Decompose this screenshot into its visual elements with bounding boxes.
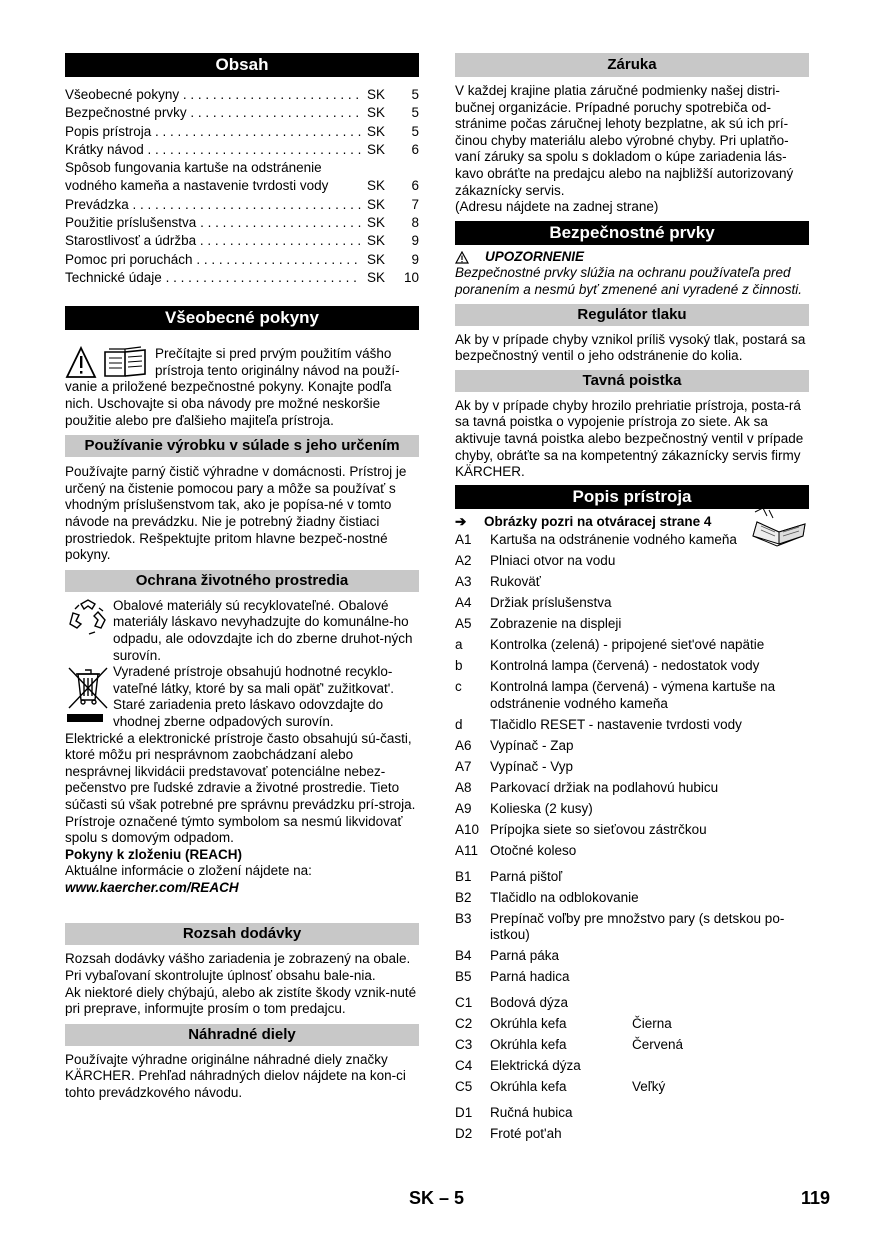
toc-entry[interactable]: Všeobecné pokyny . . . SK 5 <box>65 86 419 104</box>
reach-link[interactable]: www.kaercher.com/REACH <box>65 879 239 895</box>
toc-entry[interactable]: Bezpečnostné prvky . . . SK 5 <box>65 104 419 122</box>
pressure-heading: Regulátor tlaku <box>455 304 809 326</box>
list-item: c Kontrolná lampa (červená) - výmena kartuše na odstránenie vodného kameňa <box>455 679 776 711</box>
toc-entry[interactable]: Popis prístroja . . . SK 5 <box>65 123 419 141</box>
list-item: C3 Okrúhla kefa Červená <box>455 1037 684 1053</box>
spare-parts-text: Používajte výhradne originálne náhradné diely značky KÄRCHER. Prehľad náhradných dielov nájdete na kon-ci tohto prevádzkového návodu. <box>65 1051 406 1101</box>
general-block <box>65 346 419 429</box>
list-item: C2 Okrúhla kefa Čierna <box>455 1016 672 1032</box>
list-item: C5 Okrúhla kefa Veľký <box>455 1079 666 1095</box>
general-text-line2: prístroja tento originálny návod na použí- <box>155 362 400 378</box>
toc-entry[interactable]: Prevádzka . . . SK 7 <box>65 196 419 214</box>
left-column <box>65 53 419 1102</box>
toc-entry[interactable]: Technické údaje . . . SK 10 <box>65 269 419 287</box>
old-devices-block <box>65 664 419 730</box>
list-item: A3 Rukoväť <box>455 574 541 590</box>
list-item: C4 Elektrická dýza <box>455 1058 581 1074</box>
caution-label: UPOZORNENIE <box>485 248 585 264</box>
list-item: A9 Kolieska (2 kusy) <box>455 800 593 816</box>
list-item: B4 Parná páka <box>455 948 560 964</box>
toc-entry[interactable]: Použitie príslušenstva . . . SK 8 <box>65 214 419 232</box>
warning-manual-icon <box>65 346 149 379</box>
toc-entry[interactable]: Pomoc pri poruchách . . . SK 9 <box>65 251 419 269</box>
fuse-text: Ak by v prípade chyby hrozilo prehriatie prístroja, posta-rá sa tavná poistka o vypojenie prístroja zo siete. Ak sa aktivuje tavná poistka alebo bezpečnostný ventil v prípade chyby, obráťte sa na kompetentný zákaznícky servis firmy KÄRCHER. <box>455 397 804 480</box>
old-devices-text: Vyradené prístroje obsahujú hodnotné recyklo-vateľné látky, ktoré by sa mali opäť' zužitkovat'. Staré zariadenia preto láskavo odovzdajte do vhodnej zberne odpadových surovín. <box>113 664 395 729</box>
list-item: D2 Froté pot'ah <box>455 1126 562 1142</box>
safety-heading: Bezpečnostné prvky <box>455 221 809 245</box>
recycling-icon <box>65 598 111 638</box>
list-item: C1 Bodová dýza <box>455 995 569 1011</box>
parts-list <box>455 532 809 1143</box>
delivery-text-2: Ak niektoré diely chýbajú, alebo ak zistíte škody vznik-nuté pri preprave, informujte prosím o tom predajcu. <box>65 984 417 1017</box>
warranty-address-note: (Adresu nájdete na zadnej strane) <box>455 199 659 215</box>
intended-use-heading: Používanie výrobku v súlade s jeho určením <box>65 435 419 457</box>
list-item: A2 Plniaci otvor na vodu <box>455 553 616 569</box>
toc-list <box>65 86 419 287</box>
intended-use-text: Používajte parný čistič výhradne v domácnosti. Prístroj je určený na čistenie pomocou pary a môže sa používať s vhodným príslušenstvom tak, ako je popísa-né v tomto návode na prevádzku. Nie je potrebný žiadny čistiaci prostriedok. Rešpektujte pritom hlavne bezpeč-nostné pokyny. <box>65 464 407 563</box>
delivery-heading: Rozsah dodávky <box>65 923 419 945</box>
right-column <box>455 53 809 1147</box>
page-number: 119 <box>801 1188 831 1208</box>
list-item: B2 Tlačidlo na odblokovanie <box>455 889 639 905</box>
list-item: B3 Prepínač voľby pre množstvo pary (s detskou po-istkou) <box>455 910 785 943</box>
warranty-heading: Záruka <box>455 53 809 77</box>
packaging-text: Obalové materiály sú recyklovateľné. Obalové materiály láskavo nevyhadzujte do komunálne-ho odpadu, ale odovzdajte ich do zberne druhot-ných surovín. <box>113 597 413 663</box>
toc-entry[interactable]: vodného kameňa a nastavenie tvrdosti vody SK 6 <box>65 178 419 194</box>
general-text: vanie a priložené bezpečnostné pokyny. Konajte podľa nich. Uschovajte si oba návody pre možné neskoršie použitie alebo pre ďalšieho majiteľa prístroja. <box>65 379 392 428</box>
open-book-icon <box>749 506 809 550</box>
list-item: b Kontrolná lampa (červená) - nedostatok vody <box>455 658 760 674</box>
list-item: B5 Parná hadica <box>455 969 570 985</box>
list-item: A10 Prípojka siete so sieťovou zástrčkou <box>455 821 707 837</box>
list-item: A11 Otočné koleso <box>455 842 577 858</box>
list-item: A6 Vypínač - Zap <box>455 737 574 753</box>
arrow-right-icon: ➔ <box>455 513 467 529</box>
electronic-text: Elektrické a elektronické prístroje často obsahujú sú-časti, ktoré môžu pri nesprávnom zaobchádzaní alebo nesprávnej likvidácii predstavovať potenciálne nebez-pečenstvo pre ľudské zdravie a životné prostredie. Tieto súčasti sú však potrebné pre správnu prevádzku prí-stroja. Prístroje označené týmto symbolom sa nesmú likvidovať spolu s domovým odpadom. <box>65 730 416 846</box>
warranty-text: V každej krajine platia záručné podmienky našej distri-bučnej organizácie. Prípadné poruchy spotrebiča od-stránime počas záručnej lehoty bezplatne, ak sú ich prí-činou chyby materiálu alebo výrobné chyby. Pri uplatňo-vaní záruky sa spolu s dokladom o kúpe zariadenia lás-kavo obráťte na predajcu alebo na najbližší autorizovaný zákaznícky servis. <box>455 83 794 198</box>
list-item: B1 Parná pištoľ <box>455 868 563 884</box>
figures-note: Obrázky pozri na otváracej strane 4 <box>484 513 712 529</box>
caution-text: Bezpečnostné prvky slúžia na ochranu používateľa pred poranením a nesmú byť zmenené ani vyradené z činnosti. <box>455 265 802 297</box>
list-item: A4 Držiak príslušenstva <box>455 595 612 611</box>
caution-icon <box>455 251 469 264</box>
fuse-heading: Tavná poistka <box>455 370 809 392</box>
figures-note-row <box>455 514 809 531</box>
list-item: A1 Kartuša na odstránenie vodného kameňa <box>455 532 737 548</box>
pressure-text: Ak by v prípade chyby vznikol príliš vysoký tlak, postará sa bezpečnostný ventil o jeho odstránenie do kolia. <box>455 331 806 364</box>
description-heading: Popis prístroja <box>455 485 809 509</box>
footer-section: SK – 5 <box>409 1188 465 1208</box>
environment-heading: Ochrana životného prostredia <box>65 570 419 592</box>
spare-parts-heading: Náhradné diely <box>65 1024 419 1046</box>
list-item: D1 Ručná hubica <box>455 1105 573 1121</box>
list-item: d Tlačidlo RESET - nastavenie tvrdosti vody <box>455 716 742 732</box>
toc-entry[interactable]: Krátky návod . . . SK 6 <box>65 141 419 159</box>
reach-text: Aktuálne informácie o zložení nájdete na: <box>65 863 312 879</box>
general-text-line1: Prečítajte si pred prvým použitím vášho <box>155 346 392 362</box>
delivery-text-1: Rozsah dodávky vášho zariadenia je zobrazený na obale. Pri vybaľovaní skontrolujte úplnosť obsahu bale-nia. <box>65 951 411 984</box>
list-item: A8 Parkovací držiak na podlahovú hubicu <box>455 779 719 795</box>
list-item: a Kontrolka (zelená) - pripojené siet'ové napätie <box>455 637 765 653</box>
list-item: A5 Zobrazenie na displeji <box>455 616 622 632</box>
toc-heading: Obsah <box>65 53 419 77</box>
toc-entry[interactable]: Starostlivosť a údržba . . . SK 9 <box>65 232 419 250</box>
caution-label-row <box>455 249 809 266</box>
toc-entry-line[interactable]: Spôsob fungovania kartuše na odstránenie <box>65 160 322 176</box>
reach-heading: Pokyny k zloženiu (REACH) <box>65 846 243 862</box>
general-heading: Všeobecné pokyny <box>65 306 419 330</box>
list-item: A7 Vypínač - Vyp <box>455 758 574 774</box>
weee-bin-icon <box>65 664 111 728</box>
packaging-block <box>65 598 419 664</box>
